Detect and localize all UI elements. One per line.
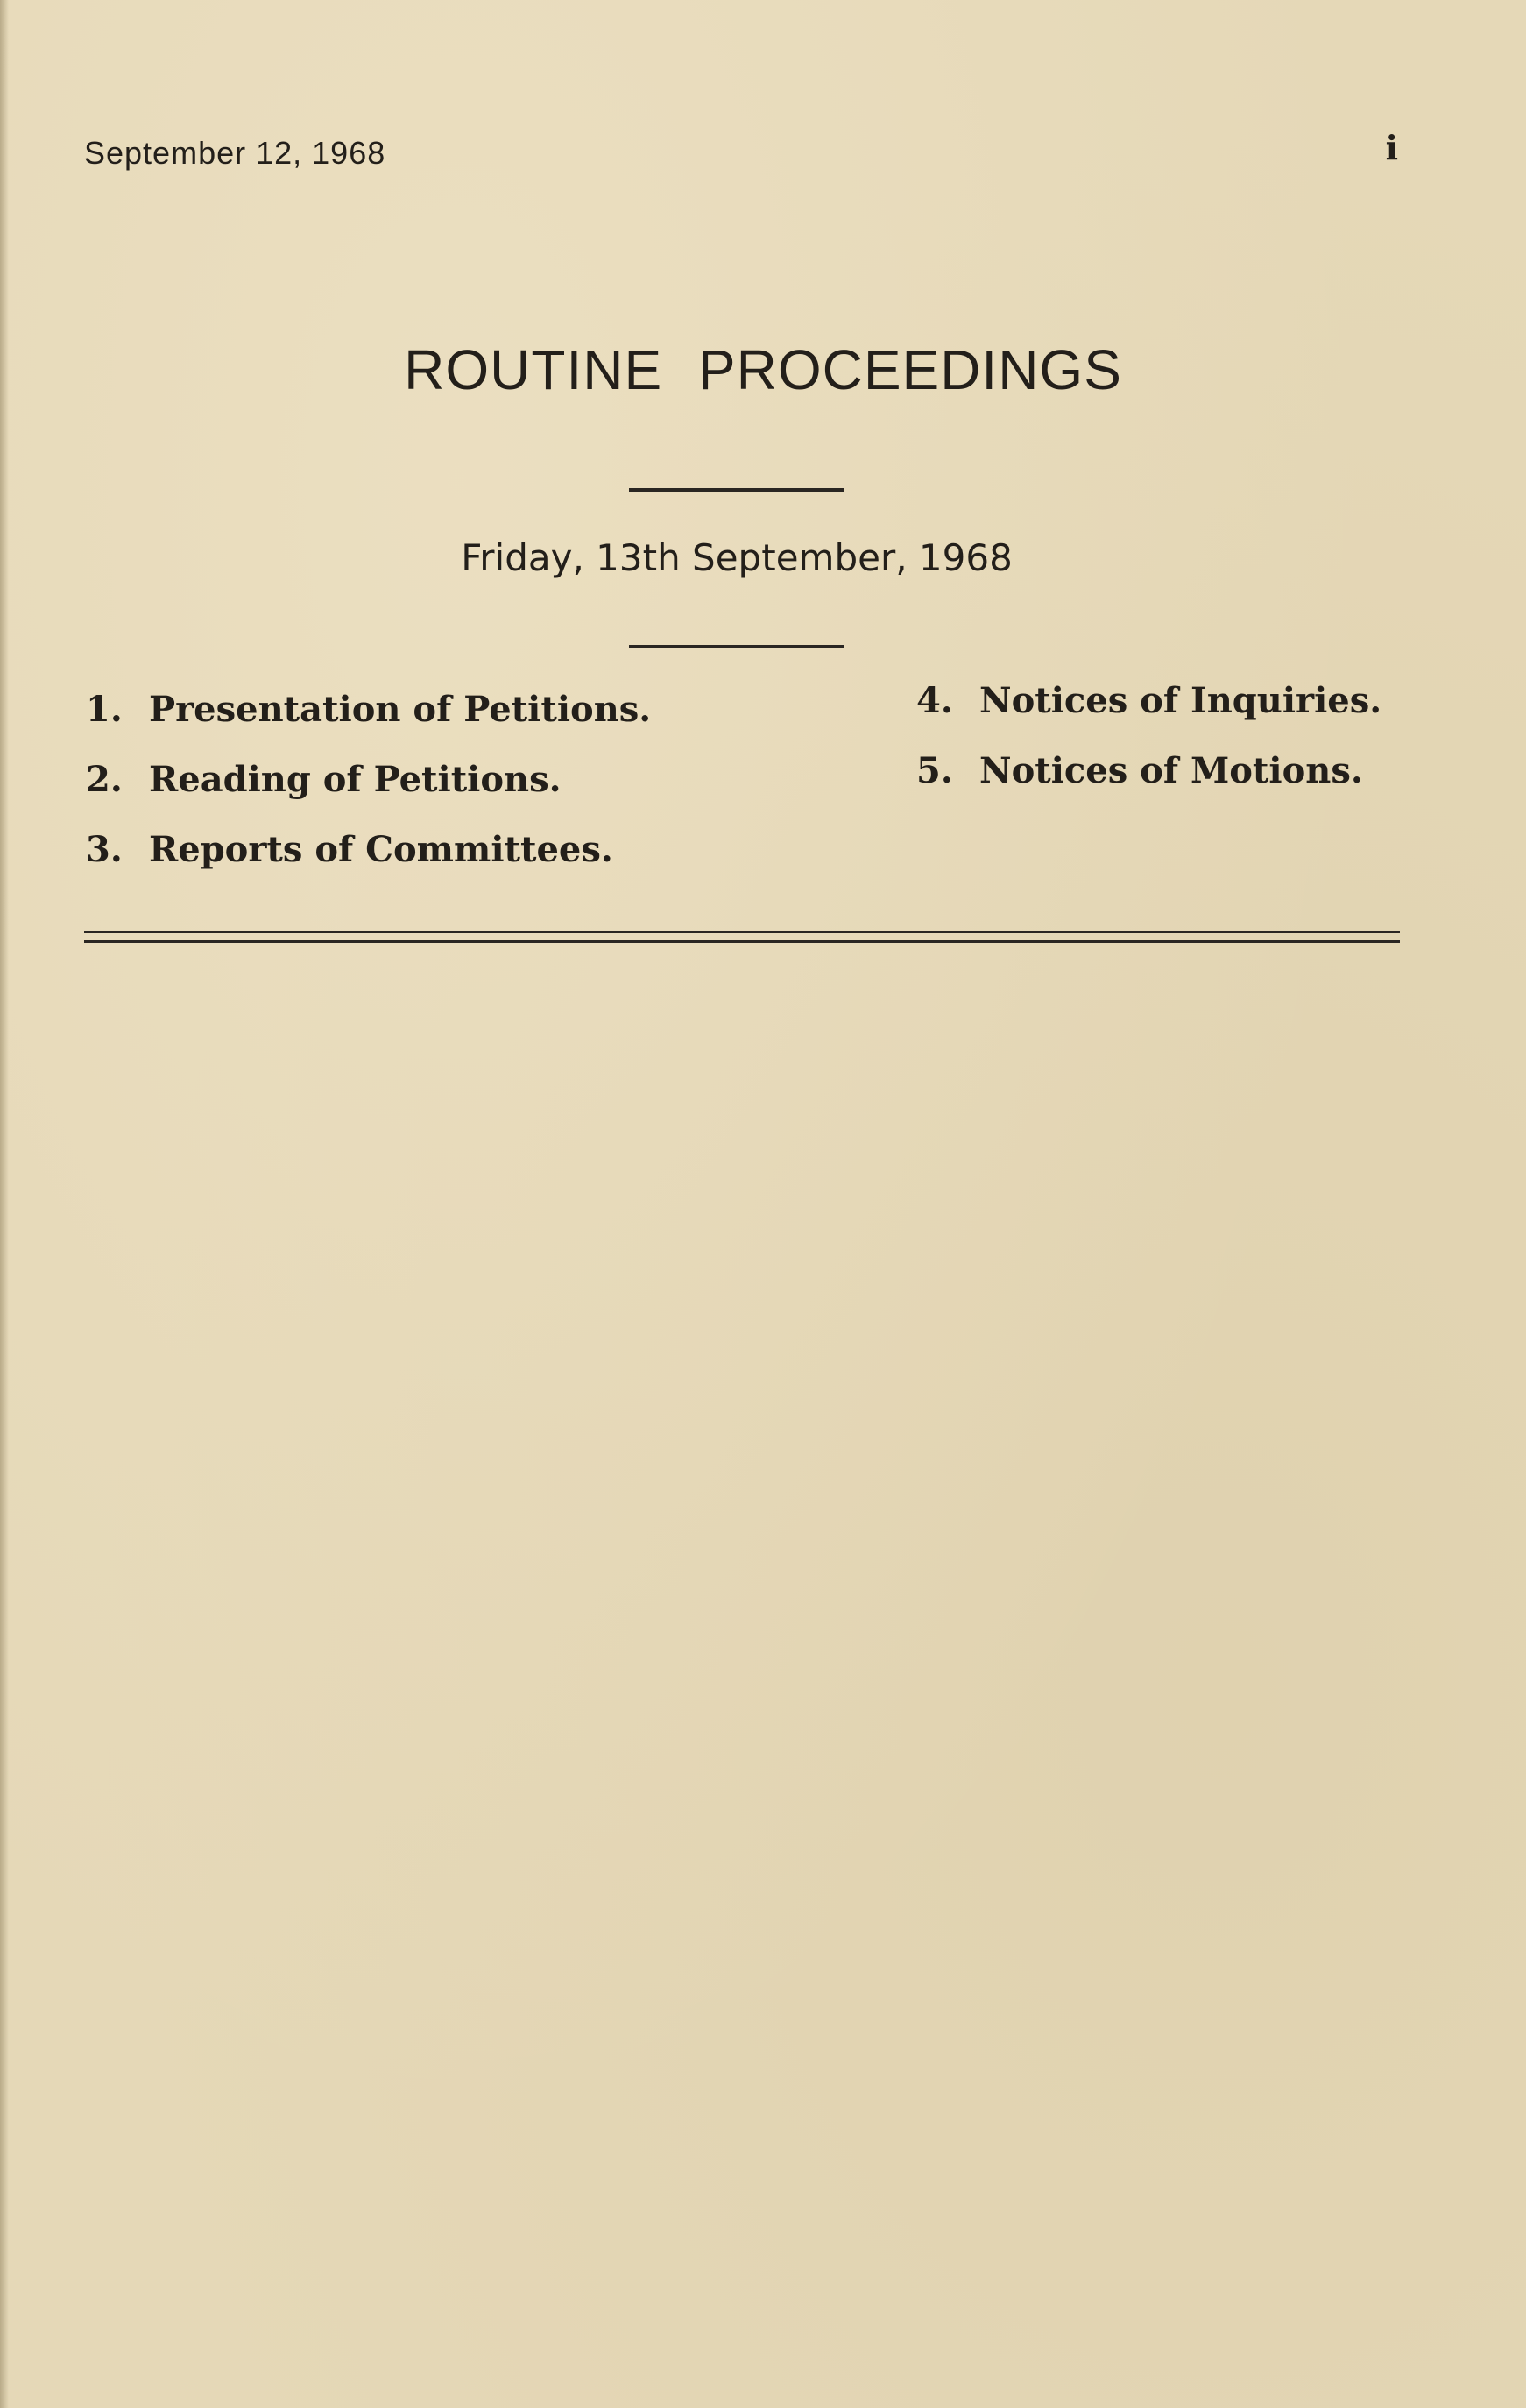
page-number: i [1385, 128, 1398, 167]
title-divider [629, 488, 844, 492]
item-label: Reports of Committees. [149, 829, 613, 870]
item-number: 1. [86, 689, 123, 730]
proceeding-item [86, 829, 613, 870]
item-label: Presentation of Petitions. [149, 689, 652, 730]
proceeding-item [86, 759, 562, 800]
item-label: Reading of Petitions. [149, 759, 562, 800]
running-head-date: September 12, 1968 [84, 135, 386, 171]
item-number: 3. [86, 829, 123, 870]
proceeding-item [916, 750, 1363, 791]
page-title: ROUTINE PROCEEDINGS [404, 338, 1122, 401]
date-divider [629, 645, 844, 648]
section-double-rule [84, 931, 1400, 943]
sitting-date: Friday, 13th September, 1968 [461, 536, 1013, 579]
proceeding-item [86, 689, 651, 730]
item-number: 2. [86, 759, 123, 800]
item-number: 5. [916, 750, 953, 791]
item-label: Notices of Motions. [979, 750, 1363, 791]
item-number: 4. [916, 680, 953, 721]
proceeding-item [916, 680, 1381, 721]
item-label: Notices of Inquiries. [979, 680, 1382, 721]
